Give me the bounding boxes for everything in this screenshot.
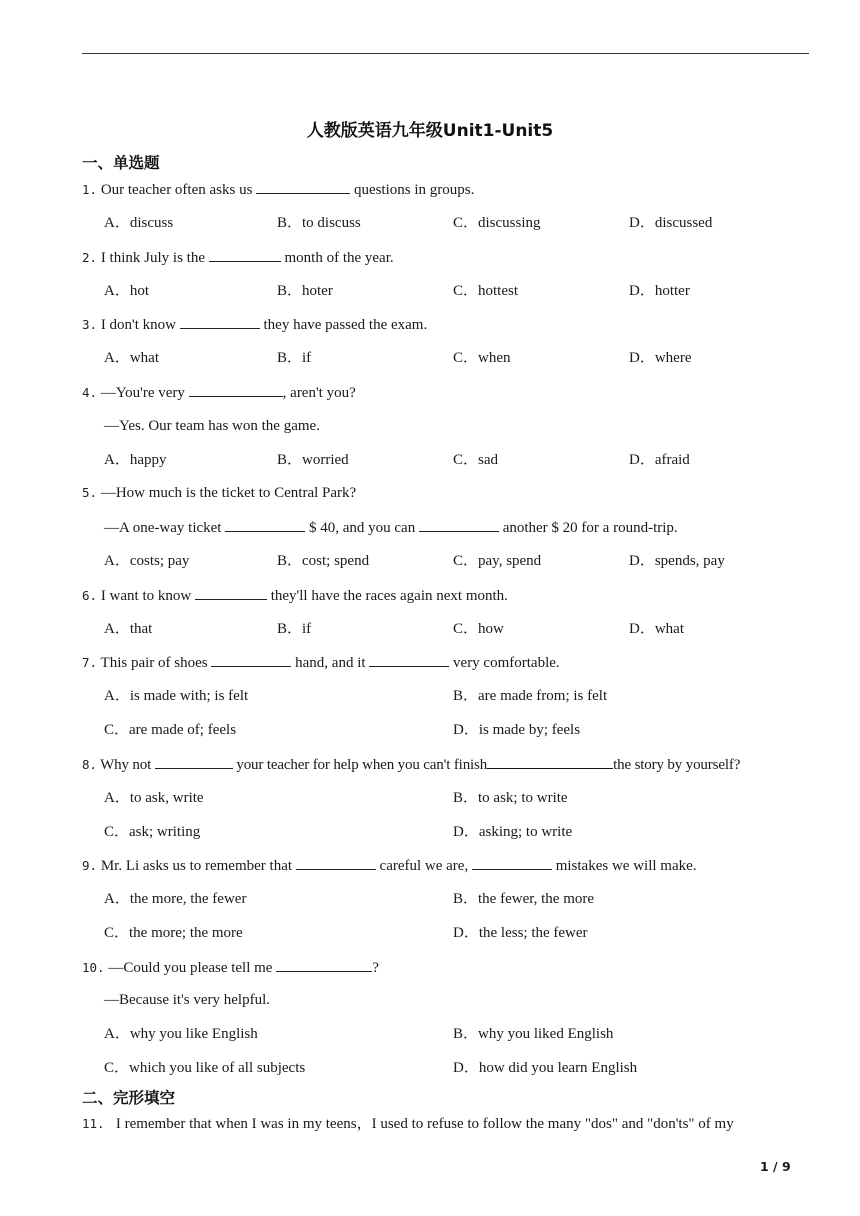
header-rule: [82, 53, 809, 54]
q5-option-d[interactable]: D．spends, pay: [629, 553, 725, 569]
q10-option-c[interactable]: C．which you like of all subjects: [104, 1060, 306, 1076]
q9-option-d[interactable]: D．the less; the fewer: [453, 925, 588, 941]
question-3: 3. I don't know they have passed the exam.: [82, 314, 427, 335]
q3-option-c[interactable]: C．when: [453, 350, 511, 366]
q5-option-a[interactable]: A．costs; pay: [104, 553, 190, 569]
question-6: 6. I want to know they'll have the races again next month.: [82, 585, 508, 606]
question-5: 5. —How much is the ticket to Central Park?: [82, 485, 357, 501]
q4-option-d[interactable]: D．afraid: [629, 452, 690, 468]
q1-option-c[interactable]: C．discussing: [453, 215, 541, 231]
q8-option-d[interactable]: D．asking; to write: [453, 824, 573, 840]
q1-option-a[interactable]: A．discuss: [104, 215, 174, 231]
question-2: 2. I think July is the month of the year.: [82, 247, 394, 268]
question-1: 1. Our teacher often asks us questions in groups.: [82, 179, 474, 200]
q8-option-a[interactable]: A．to ask, write: [104, 790, 204, 806]
q4-option-a[interactable]: A．happy: [104, 452, 167, 468]
q7-option-a[interactable]: A．is made with; is felt: [104, 688, 249, 704]
q7-option-b[interactable]: B．are made from; is felt: [453, 688, 608, 704]
q2-option-d[interactable]: D．hotter: [629, 283, 690, 299]
q3-option-b[interactable]: B．if: [277, 350, 312, 366]
q6-option-c[interactable]: C．how: [453, 621, 504, 637]
q2-option-b[interactable]: B．hoter: [277, 283, 333, 299]
question-4: 4. —You're very , aren't you?: [82, 382, 356, 403]
q6-option-b[interactable]: B．if: [277, 621, 312, 637]
q3-option-d[interactable]: D．where: [629, 350, 692, 366]
question-4-reply: —Yes. Our team has won the game.: [104, 418, 320, 434]
q9-option-a[interactable]: A．the more, the fewer: [104, 891, 247, 907]
q5-option-c[interactable]: C．pay, spend: [453, 553, 542, 569]
q6-option-d[interactable]: D．what: [629, 621, 684, 637]
q8-option-c[interactable]: C．ask; writing: [104, 824, 201, 840]
question-5-reply: —A one-way ticket $ 40, and you can another $ 20 for a round-trip.: [104, 517, 678, 538]
section-title-cloze: 二、完形填空: [82, 1089, 176, 1107]
q4-option-c[interactable]: C．sad: [453, 452, 499, 468]
q2-option-a[interactable]: A．hot: [104, 283, 150, 299]
q1-option-b[interactable]: B．to discuss: [277, 215, 361, 231]
question-10-reply: —Because it's very helpful.: [104, 992, 270, 1008]
q7-option-d[interactable]: D．is made by; feels: [453, 722, 581, 738]
q9-option-c[interactable]: C．the more; the more: [104, 925, 243, 941]
q10-option-d[interactable]: D．how did you learn English: [453, 1060, 638, 1076]
cloze-passage-line: 11. I remember that when I was in my teens，I used to refuse to follow the many "dos" and "don'ts" of my: [82, 1116, 734, 1132]
q7-option-c[interactable]: C．are made of; feels: [104, 722, 237, 738]
q3-option-a[interactable]: A．what: [104, 350, 159, 366]
q4-option-b[interactable]: B．worried: [277, 452, 349, 468]
question-8: 8. Why not your teacher for help when you can't finish the story by yourself?: [82, 754, 740, 775]
question-7: 7. This pair of shoes hand, and it very comfortable.: [82, 652, 560, 673]
q2-option-c[interactable]: C．hottest: [453, 283, 519, 299]
section-title-single-choice: 一、单选题: [82, 154, 160, 172]
q5-option-b[interactable]: B．cost; spend: [277, 553, 370, 569]
page-number: 1 / 9: [760, 1159, 791, 1174]
document-title: 人教版英语九年级Unit1-Unit5: [306, 121, 554, 141]
q6-option-a[interactable]: A．that: [104, 621, 153, 637]
question-10: 10. —Could you please tell me ?: [82, 957, 379, 978]
q10-option-b[interactable]: B．why you liked English: [453, 1026, 614, 1042]
q10-option-a[interactable]: A．why you like English: [104, 1026, 258, 1042]
q1-option-d[interactable]: D．discussed: [629, 215, 713, 231]
question-9: 9. Mr. Li asks us to remember that careful we are, mistakes we will make.: [82, 855, 697, 876]
q8-option-b[interactable]: B．to ask; to write: [453, 790, 568, 806]
q9-option-b[interactable]: B．the fewer, the more: [453, 891, 595, 907]
